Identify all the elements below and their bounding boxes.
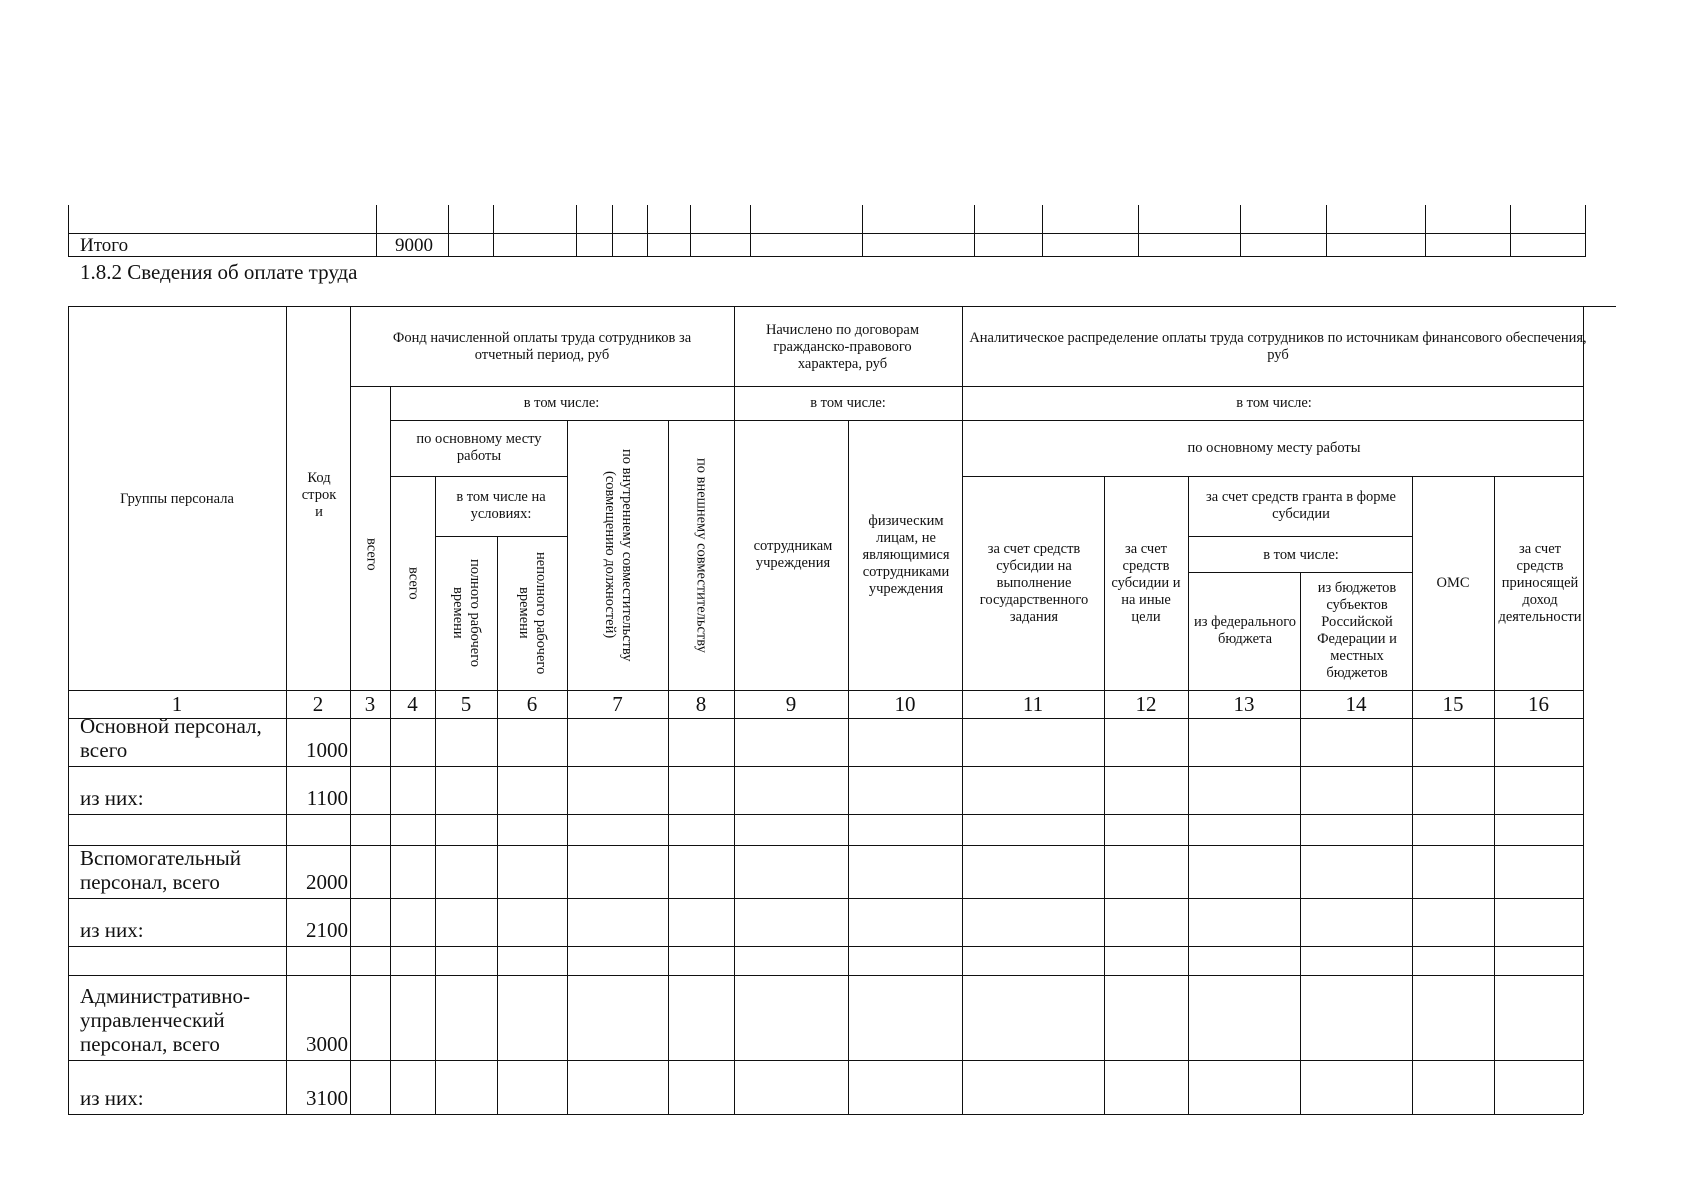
header-subsidy-task: за счет средств субсидии на выполнение государственного задания [979,540,1089,625]
col-number: 4 [407,692,418,716]
col-number: 10 [894,692,916,716]
section-title: 1.8.2 Сведения об оплате труда [80,259,358,284]
header-oms: ОМС [1436,574,1470,591]
col-number: 16 [1528,692,1549,716]
col-number: 5 [460,692,472,716]
row-label [80,814,280,841]
row-code [286,814,348,841]
row-label: Административно-управленческий персонал, всего [80,984,250,1056]
header-groups: Группы персонала [120,490,234,507]
header-incl-fund: в том числе: [523,394,600,411]
header-individuals: физическим лицам, не являющимися сотрудниками учреждения [862,512,950,597]
header-income: за счет средств приносящей доход деятельности [1498,540,1582,625]
header-external: по внешнему совместительству [693,457,710,653]
header-conditions: в том числе на условиях: [456,489,546,522]
header-total-vertical: всего [363,537,380,571]
header-main-place-analytic: по основному месту работы [1187,439,1361,456]
header-employees: сотрудникам учреждения [753,538,833,571]
row-code: 3000 [306,1032,348,1056]
header-code: Код строк и [301,469,337,520]
header-total2-vertical: всего [405,566,422,600]
col-number: 14 [1345,692,1367,716]
header-grant: за счет средств гранта в форме субсидии [1206,489,1396,522]
header-incl-grant: в том числе: [1263,546,1339,563]
header-civil: Начислено по договорам гражданско-правового характера, руб [765,321,920,372]
row-code: 3100 [306,1086,348,1110]
row-label: Основной персонал, всего [80,714,262,762]
row-code: 1000 [306,738,348,762]
row-code: 1100 [306,786,348,810]
row-code: 2000 [306,870,348,894]
col-number: 9 [785,692,797,716]
header-incl-analytic: в том числе: [1236,394,1312,411]
header-analytic: Аналитическое распределение оплаты труда сотрудников по источникам финансового обеспечения, руб [969,330,1587,363]
header-full-time: полного рабочего времени [450,558,483,668]
row-label: Вспомогательный персонал, всего [80,846,241,894]
col-number: 8 [695,692,707,716]
col-number: 7 [612,692,623,716]
col-number: 11 [1022,692,1044,716]
top-total-label: Итого [80,234,129,256]
row-label: из них: [80,786,144,810]
row-label: из них: [80,1086,144,1110]
header-fund: Фонд начисленной оплаты труда сотрудников за отчетный период, руб [392,330,692,363]
col-number: 6 [526,692,538,716]
col-number: 1 [171,692,183,716]
row-label [80,946,280,971]
header-internal: по внутреннему совместительству (совмещению должностей) [602,448,635,662]
header-regional: из бюджетов субъектов Российской Федерации и местных бюджетов [1317,580,1397,681]
top-total-code: 9000 [395,234,433,256]
row-code: 2100 [306,918,348,942]
col-number: 2 [312,692,324,716]
col-number: 3 [364,692,376,716]
row-label: из них: [80,918,144,942]
header-incl-civil: в том числе: [810,394,886,411]
col-number: 15 [1442,692,1464,716]
header-subsidy-other: за счет средств субсидии и на иные цели [1111,540,1181,625]
row-code [286,946,348,971]
header-main-place: по основному месту работы [416,431,542,464]
col-number: 12 [1135,692,1157,716]
header-part-time: неполного рабочего времени [516,551,549,675]
col-number: 13 [1233,692,1255,716]
header-federal: из федерального бюджета [1193,614,1297,647]
